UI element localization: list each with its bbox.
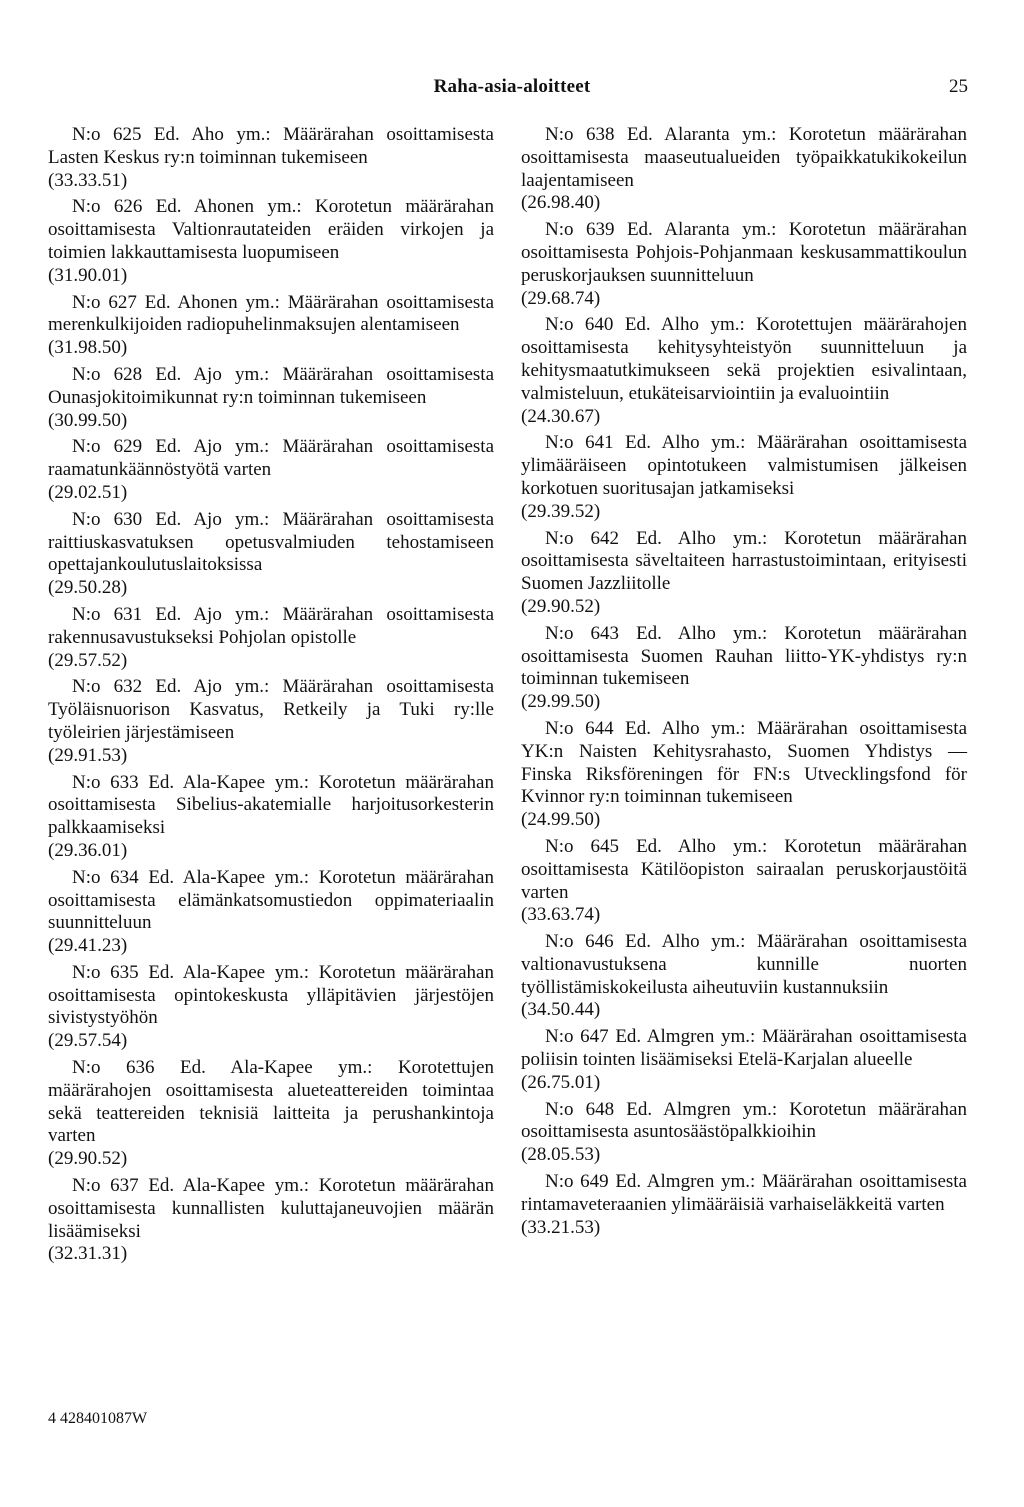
motion-description: N:o 633 Ed. Ala-Kapee ym.: Korotetun määrärahan osoittamisesta Sibelius-akatemialle harjoitusorkesterin palkkaamiseksi bbox=[48, 771, 494, 839]
motion-entry bbox=[521, 219, 967, 310]
budget-item-code: (29.57.52) bbox=[48, 649, 128, 671]
budget-item-code: (29.90.52) bbox=[521, 595, 601, 617]
motion-description: N:o 640 Ed. Alho ym.: Korotettujen määrärahojen osoittamisesta kehitysyhteistyön suunnitteluun ja kehitysmaatutkimukseen sekä projektien esivalintaan, valmisteluun, etukäteisarviointiin ja evaluointiin bbox=[521, 314, 967, 404]
budget-item-code: (33.63.74) bbox=[521, 904, 601, 926]
left-column bbox=[48, 124, 494, 1270]
motion-description: N:o 631 Ed. Ajo ym.: Määrärahan osoittamisesta rakennusavustukseksi Pohjolan opistolle bbox=[48, 603, 494, 648]
budget-item-code: (29.36.01) bbox=[48, 839, 128, 861]
budget-item-code: (29.02.51) bbox=[48, 481, 128, 503]
budget-item-code: (29.41.23) bbox=[48, 935, 128, 957]
motion-description: N:o 646 Ed. Alho ym.: Määrärahan osoittamisesta valtionavustuksena kunnille nuorten työllistämiskokeilusta aiheutuviin kustannuksiin bbox=[521, 931, 967, 998]
motion-entry bbox=[521, 623, 967, 714]
motion-entry bbox=[521, 931, 967, 1022]
motion-entry bbox=[521, 432, 967, 523]
motion-entry bbox=[48, 772, 494, 863]
motion-entry bbox=[521, 836, 967, 927]
page-number: 25 bbox=[949, 76, 968, 97]
motion-description: N:o 629 Ed. Ajo ym.: Määrärahan osoittamisesta raamatunkäännöstyötä varten bbox=[48, 436, 494, 481]
motion-entry bbox=[48, 436, 494, 504]
motion-description: N:o 644 Ed. Alho ym.: Määrärahan osoittamisesta YK:n Naisten Kehitysrahasto, Suomen Yhdistys — Finska Riksföreningen för FN:s Utvecklingsfond för Kvinnor ry:n toiminnan tukemiseen bbox=[521, 717, 967, 808]
motion-description: N:o 641 Ed. Alho ym.: Määrärahan osoittamisesta ylimääräiseen opintotukeen valmistumisen jälkeisen korkotuen suoritusajan jatkamiseksi bbox=[521, 432, 967, 499]
motion-entry bbox=[521, 528, 967, 619]
running-header-title: Raha-asia-aloitteet bbox=[433, 76, 591, 97]
budget-item-code: (29.57.54) bbox=[48, 1030, 128, 1052]
motion-entry bbox=[48, 292, 494, 360]
budget-item-code: (26.98.40) bbox=[521, 192, 601, 214]
motion-entry bbox=[48, 867, 494, 958]
motion-entry bbox=[521, 718, 967, 832]
motion-description: N:o 647 Ed. Almgren ym.: Määrärahan osoittamisesta poliisin tointen lisäämiseksi Etelä-Karjalan alueelle bbox=[521, 1026, 967, 1071]
budget-item-code: (33.21.53) bbox=[521, 1216, 601, 1238]
motion-description: N:o 635 Ed. Ala-Kapee ym.: Korotetun määrärahan osoittamisesta opintokeskusta ylläpitävien järjestöjen sivistystyöhön bbox=[48, 961, 494, 1029]
motion-description: N:o 634 Ed. Ala-Kapee ym.: Korotetun määrärahan osoittamisesta elämänkatsomustiedon oppimateriaalin suunnitteluun bbox=[48, 866, 494, 934]
budget-item-code: (34.50.44) bbox=[521, 999, 601, 1021]
budget-item-code: (31.90.01) bbox=[48, 264, 128, 286]
motion-entry bbox=[48, 1175, 494, 1266]
motion-description: N:o 642 Ed. Alho ym.: Korotetun määrärahan osoittamisesta säveltaiteen harrastustoimintaan, erityisesti Suomen Jazzliitolle bbox=[521, 527, 967, 595]
motion-description: N:o 645 Ed. Alho ym.: Korotetun määrärahan osoittamisesta Kätilöopiston sairaalan peruskorjaustöitä varten bbox=[521, 835, 967, 903]
motion-description: N:o 626 Ed. Ahonen ym.: Korotetun määrärahan osoittamisesta Valtionrautateiden eräiden virkojen ja toimien lakkauttamisesta luopumiseen bbox=[48, 196, 494, 263]
budget-item-code: (28.05.53) bbox=[521, 1144, 601, 1166]
motion-description: N:o 625 Ed. Aho ym.: Määrärahan osoittamisesta Lasten Keskus ry:n toiminnan tukemiseen bbox=[48, 124, 494, 168]
budget-item-code: (29.91.53) bbox=[48, 744, 128, 766]
budget-item-code: (29.90.52) bbox=[48, 1148, 128, 1170]
motion-description: N:o 628 Ed. Ajo ym.: Määrärahan osoittamisesta Ounasjokitoimikunnat ry:n toiminnan tukemiseen bbox=[48, 363, 494, 408]
footer-print-code: 4 428401087W bbox=[48, 1410, 148, 1427]
budget-item-code: (26.75.01) bbox=[521, 1071, 601, 1093]
motion-description: N:o 639 Ed. Alaranta ym.: Korotetun määrärahan osoittamisesta Pohjois-Pohjanmaan keskusammattikoulun peruskorjauksen suunnitteluun bbox=[521, 219, 967, 286]
motion-description: N:o 630 Ed. Ajo ym.: Määrärahan osoittamisesta raittiuskasvatuksen opetusvalmiuden tehostamiseen opettajankoulutuslaitoksissa bbox=[48, 508, 494, 576]
budget-item-code: (29.99.50) bbox=[521, 691, 601, 713]
motion-entry bbox=[521, 124, 967, 215]
motion-entry bbox=[521, 1171, 967, 1239]
motion-description: N:o 636 Ed. Ala-Kapee ym.: Korotettujen määrärahojen osoittamisesta alueteattereiden toimintaa sekä teattereiden teknisiä laitteita ja perushankintoja varten bbox=[48, 1057, 494, 1147]
budget-item-code: (24.30.67) bbox=[521, 405, 601, 427]
budget-item-code: (24.99.50) bbox=[521, 809, 601, 831]
motion-entry bbox=[48, 124, 494, 192]
motion-entry bbox=[48, 364, 494, 432]
budget-item-code: (31.98.50) bbox=[48, 337, 128, 359]
motion-entry bbox=[48, 509, 494, 600]
motion-entry bbox=[521, 1026, 967, 1094]
motion-entry bbox=[521, 1099, 967, 1167]
budget-item-code: (33.33.51) bbox=[48, 169, 128, 191]
motion-description: N:o 637 Ed. Ala-Kapee ym.: Korotetun määrärahan osoittamisesta kunnallisten kuluttajaneuvojien määrän lisäämiseksi bbox=[48, 1175, 494, 1242]
motion-entry bbox=[48, 962, 494, 1053]
motion-entry bbox=[48, 1057, 494, 1171]
budget-item-code: (32.31.31) bbox=[48, 1243, 128, 1265]
motion-description: N:o 643 Ed. Alho ym.: Korotetun määrärahan osoittamisesta Suomen Rauhan liitto-YK-yhdistys ry:n toiminnan tukemiseen bbox=[521, 622, 967, 690]
motion-entry bbox=[48, 604, 494, 672]
motion-description: N:o 648 Ed. Almgren ym.: Korotetun määrärahan osoittamisesta asuntosäästöpalkkioihin bbox=[521, 1098, 967, 1143]
motion-entry bbox=[48, 676, 494, 767]
motion-entry bbox=[521, 314, 967, 428]
motion-description: N:o 638 Ed. Alaranta ym.: Korotetun määrärahan osoittamisesta maaseutualueiden työpaikkatukikokeilun laajentamiseen bbox=[521, 124, 967, 191]
motion-description: N:o 632 Ed. Ajo ym.: Määrärahan osoittamisesta Työläisnuorison Kasvatus, Retkeily ja Tuki ry:lle työleirien järjestämiseen bbox=[48, 676, 494, 743]
motion-entry bbox=[48, 196, 494, 287]
budget-item-code: (29.39.52) bbox=[521, 500, 601, 522]
right-column bbox=[521, 124, 967, 1243]
budget-item-code: (29.50.28) bbox=[48, 577, 128, 599]
budget-item-code: (30.99.50) bbox=[48, 409, 128, 431]
motion-description: N:o 627 Ed. Ahonen ym.: Määrärahan osoittamisesta merenkulkijoiden radiopuhelinmaksujen alentamiseen bbox=[48, 291, 494, 336]
motion-description: N:o 649 Ed. Almgren ym.: Määrärahan osoittamisesta rintamaveteraanien ylimääräisiä varhaiseläkkeitä varten bbox=[521, 1171, 967, 1215]
budget-item-code: (29.68.74) bbox=[521, 287, 601, 309]
